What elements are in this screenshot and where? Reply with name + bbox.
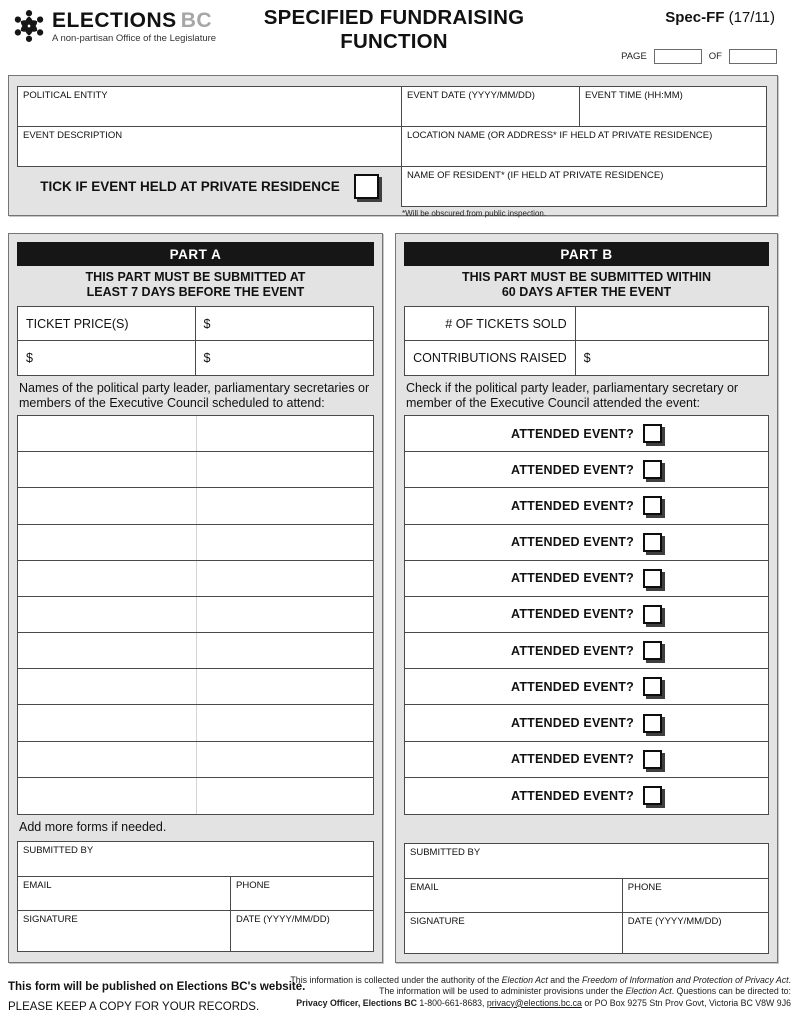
attendee-name-row[interactable]: [18, 525, 373, 561]
published-note: This form will be published on Elections BC's website.: [8, 981, 306, 993]
dollar-sign: $: [583, 351, 591, 365]
attended-event-label: ATTENDED EVENT?: [511, 679, 634, 694]
phone-field[interactable]: PHONE: [231, 877, 373, 911]
event-time-field[interactable]: [579, 86, 767, 127]
elections-bc-logo-icon: [10, 7, 48, 45]
dollar-sign: $: [203, 351, 211, 365]
attended-event-checkbox[interactable]: [643, 533, 662, 552]
part-b-subtitle: THIS PART MUST BE SUBMITTED WITHIN 60 DAYS AFTER THE EVENT: [461, 270, 712, 299]
resident-name-field[interactable]: [401, 166, 767, 207]
phone-field[interactable]: PHONE: [623, 879, 768, 913]
page-number-input[interactable]: [654, 49, 702, 64]
attendee-name-row[interactable]: [18, 705, 373, 741]
event-date-field[interactable]: [401, 86, 580, 127]
dollar-sign: $: [203, 316, 211, 331]
political-entity-label: POLITICAL ENTITY: [23, 90, 108, 101]
event-description-field[interactable]: [17, 126, 402, 167]
add-more-forms-note: Add more forms if needed.: [19, 820, 167, 834]
ticket-price-field-3[interactable]: [196, 341, 374, 375]
legal-line: This information is collected under the authority of the Election Act and the Freedom of Information and Protection of Privacy Act.: [290, 975, 791, 985]
attendee-name-row[interactable]: [18, 778, 373, 814]
attended-event-checkbox[interactable]: [643, 569, 662, 588]
signature-field[interactable]: SIGNATURE: [405, 913, 623, 953]
attendee-name-row[interactable]: [18, 561, 373, 597]
ticket-price-field-1[interactable]: [196, 307, 374, 341]
attended-event-label: ATTENDED EVENT?: [511, 716, 634, 731]
part-a-submitted-table: [17, 841, 374, 952]
of-total-input[interactable]: [729, 49, 777, 64]
attended-event-row: [405, 416, 768, 452]
keep-copy-note: PLEASE KEEP A COPY FOR YOUR RECORDS.: [8, 1001, 260, 1013]
logo-tagline: A non-partisan Office of the Legislature: [52, 33, 217, 44]
email-field[interactable]: EMAIL: [405, 879, 623, 913]
attendee-name-row[interactable]: [18, 488, 373, 524]
attendee-name-row[interactable]: [18, 633, 373, 669]
attended-event-checkbox[interactable]: [643, 460, 662, 479]
attendee-name-row[interactable]: [18, 742, 373, 778]
location-name-label: LOCATION NAME (OR ADDRESS* IF HELD AT PRIVATE RESIDENCE): [407, 130, 713, 141]
elections-bc-logo: [10, 7, 216, 45]
of-label: OF: [708, 51, 722, 62]
footer-legal: [290, 975, 791, 1009]
tickets-sold-label-cell: # OF TICKETS SOLD: [405, 307, 576, 341]
tick-private-residence-label: TICK IF EVENT HELD AT PRIVATE RESIDENCE: [40, 179, 340, 194]
attended-event-label: ATTENDED EVENT?: [511, 788, 634, 803]
legal-line: The information will be used to administer provisions under the Election Act. Questions can be directed to:: [379, 986, 791, 997]
contributions-raised-label-cell: CONTRIBUTIONS RAISED: [405, 341, 576, 375]
names-instruction: Names of the political party leader, parliamentary secretaries or members of the Executive Council scheduled to attend:: [19, 381, 370, 410]
page-title-line1: SPECIFIED FUNDRAISING: [263, 6, 525, 29]
attended-event-checkbox[interactable]: [643, 605, 662, 624]
attended-event-label: ATTENDED EVENT?: [511, 607, 634, 622]
attendee-name-row[interactable]: [18, 416, 373, 452]
attended-event-row: [405, 525, 768, 561]
private-residence-checkbox[interactable]: [354, 174, 379, 199]
event-info-panel: [8, 75, 778, 216]
attended-event-row: [405, 742, 768, 778]
attendee-name-row[interactable]: [18, 452, 373, 488]
page-title-line2: FUNCTION: [340, 30, 448, 53]
attended-event-row: [405, 633, 768, 669]
attendee-name-row[interactable]: [18, 669, 373, 705]
date-field[interactable]: DATE (YYYY/MM/DD): [627, 916, 722, 927]
attendee-name-row[interactable]: [18, 597, 373, 633]
attended-event-label: ATTENDED EVENT?: [511, 426, 634, 441]
attended-event-row: [405, 597, 768, 633]
page-title: [240, 6, 548, 54]
submitted-by-field[interactable]: SUBMITTED BY: [405, 844, 768, 879]
part-a-subtitle: THIS PART MUST BE SUBMITTED AT LEAST 7 DAYS BEFORE THE EVENT: [85, 270, 306, 299]
tick-private-residence-row: [17, 166, 402, 207]
part-b-section: [395, 233, 778, 963]
political-entity-field[interactable]: [17, 86, 402, 127]
attended-event-label: ATTENDED EVENT?: [511, 571, 634, 586]
check-instruction: Check if the political party leader, parliamentary secretary or member of the Executive Council attended the event:: [406, 381, 739, 410]
privacy-email-link[interactable]: privacy@elections.bc.ca: [486, 997, 582, 1008]
attended-event-row: [405, 669, 768, 705]
ticket-price-table: [17, 306, 374, 376]
attended-event-label: ATTENDED EVENT?: [511, 498, 634, 513]
tickets-sold-field[interactable]: [576, 307, 768, 341]
attended-event-row: [405, 705, 768, 741]
dollar-sign: $: [26, 351, 33, 365]
resident-name-label: NAME OF RESIDENT* (IF HELD AT PRIVATE RESIDENCE): [407, 170, 664, 181]
attended-event-label: ATTENDED EVENT?: [511, 535, 634, 550]
attended-event-checkbox[interactable]: [643, 714, 662, 733]
event-description-label: EVENT DESCRIPTION: [23, 130, 123, 141]
attended-event-row: [405, 778, 768, 814]
attended-event-row: [405, 488, 768, 524]
part-b-header: PART B: [404, 242, 769, 266]
attended-event-checkbox[interactable]: [643, 750, 662, 769]
ticket-price-field-2[interactable]: [18, 341, 196, 375]
legal-line: Privacy Officer, Elections BC 1-800-661-8683, privacy@elections.bc.ca or PO Box 9275 Stn Prov Govt, Victoria BC V8W 9J6: [296, 997, 791, 1008]
attended-event-label: ATTENDED EVENT?: [511, 462, 634, 477]
obscured-footnote: *Will be obscured from public inspection.: [402, 209, 547, 218]
part-a-section: [8, 233, 383, 963]
footer-left: [8, 981, 305, 1013]
date-field[interactable]: DATE (YYYY/MM/DD): [236, 914, 330, 925]
attended-table: [404, 415, 769, 815]
logo-bc-text: BC: [180, 9, 213, 32]
form-code: Spec-FF (17/11): [665, 9, 775, 26]
email-field[interactable]: EMAIL: [18, 877, 231, 911]
attended-event-checkbox[interactable]: [643, 641, 662, 660]
attended-event-checkbox[interactable]: [643, 677, 662, 696]
event-time-label: EVENT TIME (HH:MM): [585, 90, 683, 101]
signature-field[interactable]: SIGNATURE: [18, 911, 231, 951]
attended-event-row: [405, 561, 768, 597]
location-name-field[interactable]: [401, 126, 767, 167]
attended-event-label: ATTENDED EVENT?: [511, 643, 634, 658]
attended-event-label: ATTENDED EVENT?: [511, 752, 634, 767]
attended-event-checkbox[interactable]: [643, 496, 662, 515]
page-label: PAGE: [621, 51, 647, 62]
attended-event-checkbox[interactable]: [643, 786, 662, 805]
attended-event-row: [405, 452, 768, 488]
logo-brand-text: ELECTIONS BC: [52, 9, 213, 32]
page-of-row: [621, 49, 777, 64]
part-a-header: PART A: [17, 242, 374, 266]
tickets-contributions-table: [404, 306, 769, 376]
part-b-submitted-table: [404, 843, 769, 954]
event-date-label: EVENT DATE (YYYY/MM/DD): [407, 90, 535, 101]
names-table: [17, 415, 374, 815]
contributions-raised-field[interactable]: [576, 341, 768, 375]
ticket-prices-label-cell: TICKET PRICE(S): [18, 307, 196, 341]
submitted-by-field[interactable]: SUBMITTED BY: [18, 842, 373, 877]
attended-event-checkbox[interactable]: [643, 424, 662, 443]
